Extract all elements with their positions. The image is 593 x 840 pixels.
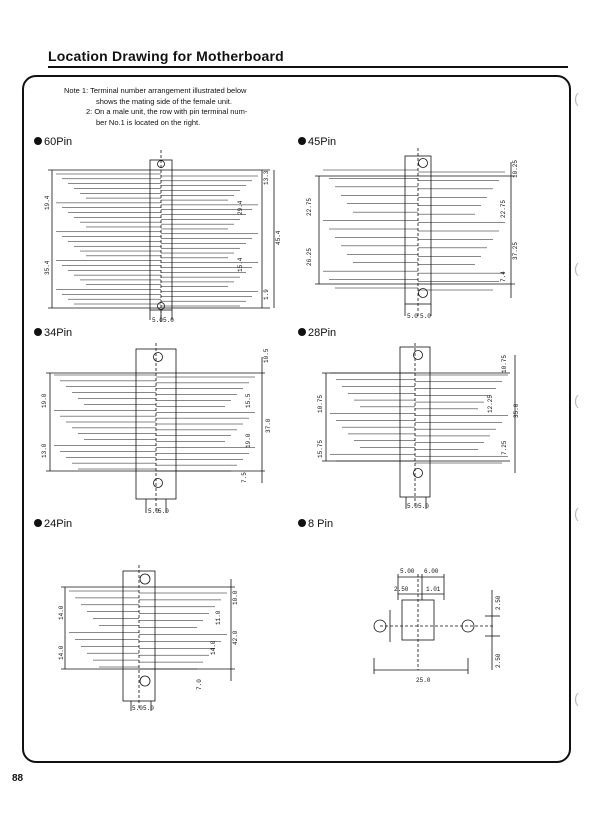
dim-34-left-a: 19.0 — [41, 393, 48, 408]
dim-34-right-d: 37.0 — [265, 418, 272, 433]
dim-60-left-top: 19.4 — [44, 195, 51, 210]
bullet-icon — [298, 519, 306, 527]
dim-8-top-right: 6.00 — [424, 568, 439, 575]
dim-45-bottom-left: 5.0 — [407, 313, 418, 320]
dim-60-bottom-left: 5.0 — [152, 317, 163, 324]
dim-24-right-b: 11.0 — [215, 610, 222, 625]
note-2-line-2: ber No.1 is located on the right. — [96, 117, 201, 127]
diagram-28pin — [310, 343, 525, 513]
dim-28-right-c: 35.0 — [513, 403, 520, 418]
dim-60-left-bottom: 35.4 — [44, 260, 51, 275]
dim-45-bottom-right: 5.0 — [420, 313, 431, 320]
section-label: 8 Pin — [308, 518, 334, 530]
section-45pin — [298, 136, 336, 148]
diagram-45pin — [305, 148, 527, 323]
page-number: 88 — [12, 773, 24, 784]
dim-28-bottom-left: 5.0 — [407, 503, 418, 510]
dim-24-right-a: 10.0 — [232, 590, 239, 605]
dim-8-right-b: 2.50 — [495, 653, 502, 668]
dim-8-top-left: 5.00 — [400, 568, 415, 575]
section-34pin — [34, 327, 72, 339]
dim-45-right-b: 22.75 — [500, 199, 507, 218]
dim-28-right-b: 12.25 — [487, 394, 494, 413]
section-8pin — [298, 518, 333, 530]
dim-45-right-a: 10.25 — [512, 159, 519, 178]
dim-45-left-b: 26.25 — [306, 247, 313, 266]
dim-8-mid-right: 1.01 — [426, 586, 441, 593]
bullet-icon — [34, 137, 42, 145]
diagram-8pin — [360, 560, 510, 690]
dim-45-left-a: 22.75 — [306, 197, 313, 216]
dim-60-right-c: 15.4 — [237, 257, 244, 272]
notes-block — [64, 86, 247, 128]
dim-24-right-c: 14.0 — [210, 640, 217, 655]
dim-24-right-e: 7.0 — [196, 679, 203, 690]
dim-28-left-a: 10.75 — [317, 394, 324, 413]
dim-24-left-b: 14.0 — [58, 645, 65, 660]
dim-24-left-a: 14.0 — [58, 605, 65, 620]
dim-60-right-e: 1.9 — [263, 289, 270, 300]
section-label: 45Pin — [308, 136, 337, 148]
dim-34-right-b: 15.5 — [245, 393, 252, 408]
dim-34-right-e: 7.5 — [241, 472, 248, 483]
section-label: 28Pin — [308, 327, 337, 339]
note-2-line-1: 2: On a male unit, the row with pin terminal num- — [86, 107, 248, 116]
dim-60-bottom-right: 5.0 — [163, 317, 174, 324]
section-28pin — [298, 327, 336, 339]
dim-28-right-d: 7.25 — [501, 440, 508, 455]
section-label: 24Pin — [44, 518, 73, 530]
bullet-icon — [298, 137, 306, 145]
dim-60-right-a: 13.3 — [263, 170, 270, 185]
section-24pin — [34, 518, 72, 530]
dim-45-right-c: 37.25 — [512, 241, 519, 260]
dim-60-right-b: 29.4 — [237, 200, 244, 215]
bullet-icon — [298, 328, 306, 336]
dim-28-bottom-right: 5.0 — [418, 503, 429, 510]
dim-8-bottom: 25.0 — [416, 677, 431, 684]
note-1-line-2: shows the mating side of the female unit. — [96, 96, 232, 106]
page-title: Location Drawing for Motherboard — [48, 48, 284, 64]
dim-34-left-b: 13.0 — [41, 443, 48, 458]
dim-34-right-a: 10.5 — [263, 348, 270, 363]
dim-34-bottom-left: 5.0 — [148, 508, 159, 515]
dim-24-bottom-left: 5.0 — [132, 705, 143, 712]
note-1-line-1: Note 1: Terminal number arrangement illustrated below — [64, 86, 247, 95]
dim-8-mid-left: 2.50 — [394, 586, 409, 593]
bullet-icon — [34, 519, 42, 527]
diagram-60pin — [30, 150, 285, 325]
dim-34-right-c: 19.0 — [245, 433, 252, 448]
section-60pin — [34, 136, 72, 148]
dim-28-right-a: 10.75 — [501, 354, 508, 373]
dim-24-right-d: 42.0 — [232, 630, 239, 645]
bullet-icon — [34, 328, 42, 336]
dim-45-right-d: 7.4 — [500, 271, 507, 282]
section-label: 60Pin — [44, 136, 73, 148]
dim-8-right-a: 2.50 — [495, 595, 502, 610]
section-label: 34Pin — [44, 327, 73, 339]
dim-60-right-d: 45.4 — [275, 230, 282, 245]
diagram-34pin — [40, 343, 280, 518]
dim-28-left-b: 15.75 — [317, 439, 324, 458]
dim-24-bottom-right: 5.0 — [143, 705, 154, 712]
dim-34-bottom-right: 5.0 — [158, 508, 169, 515]
diagram-24pin — [55, 565, 245, 715]
title-underline — [48, 66, 568, 68]
